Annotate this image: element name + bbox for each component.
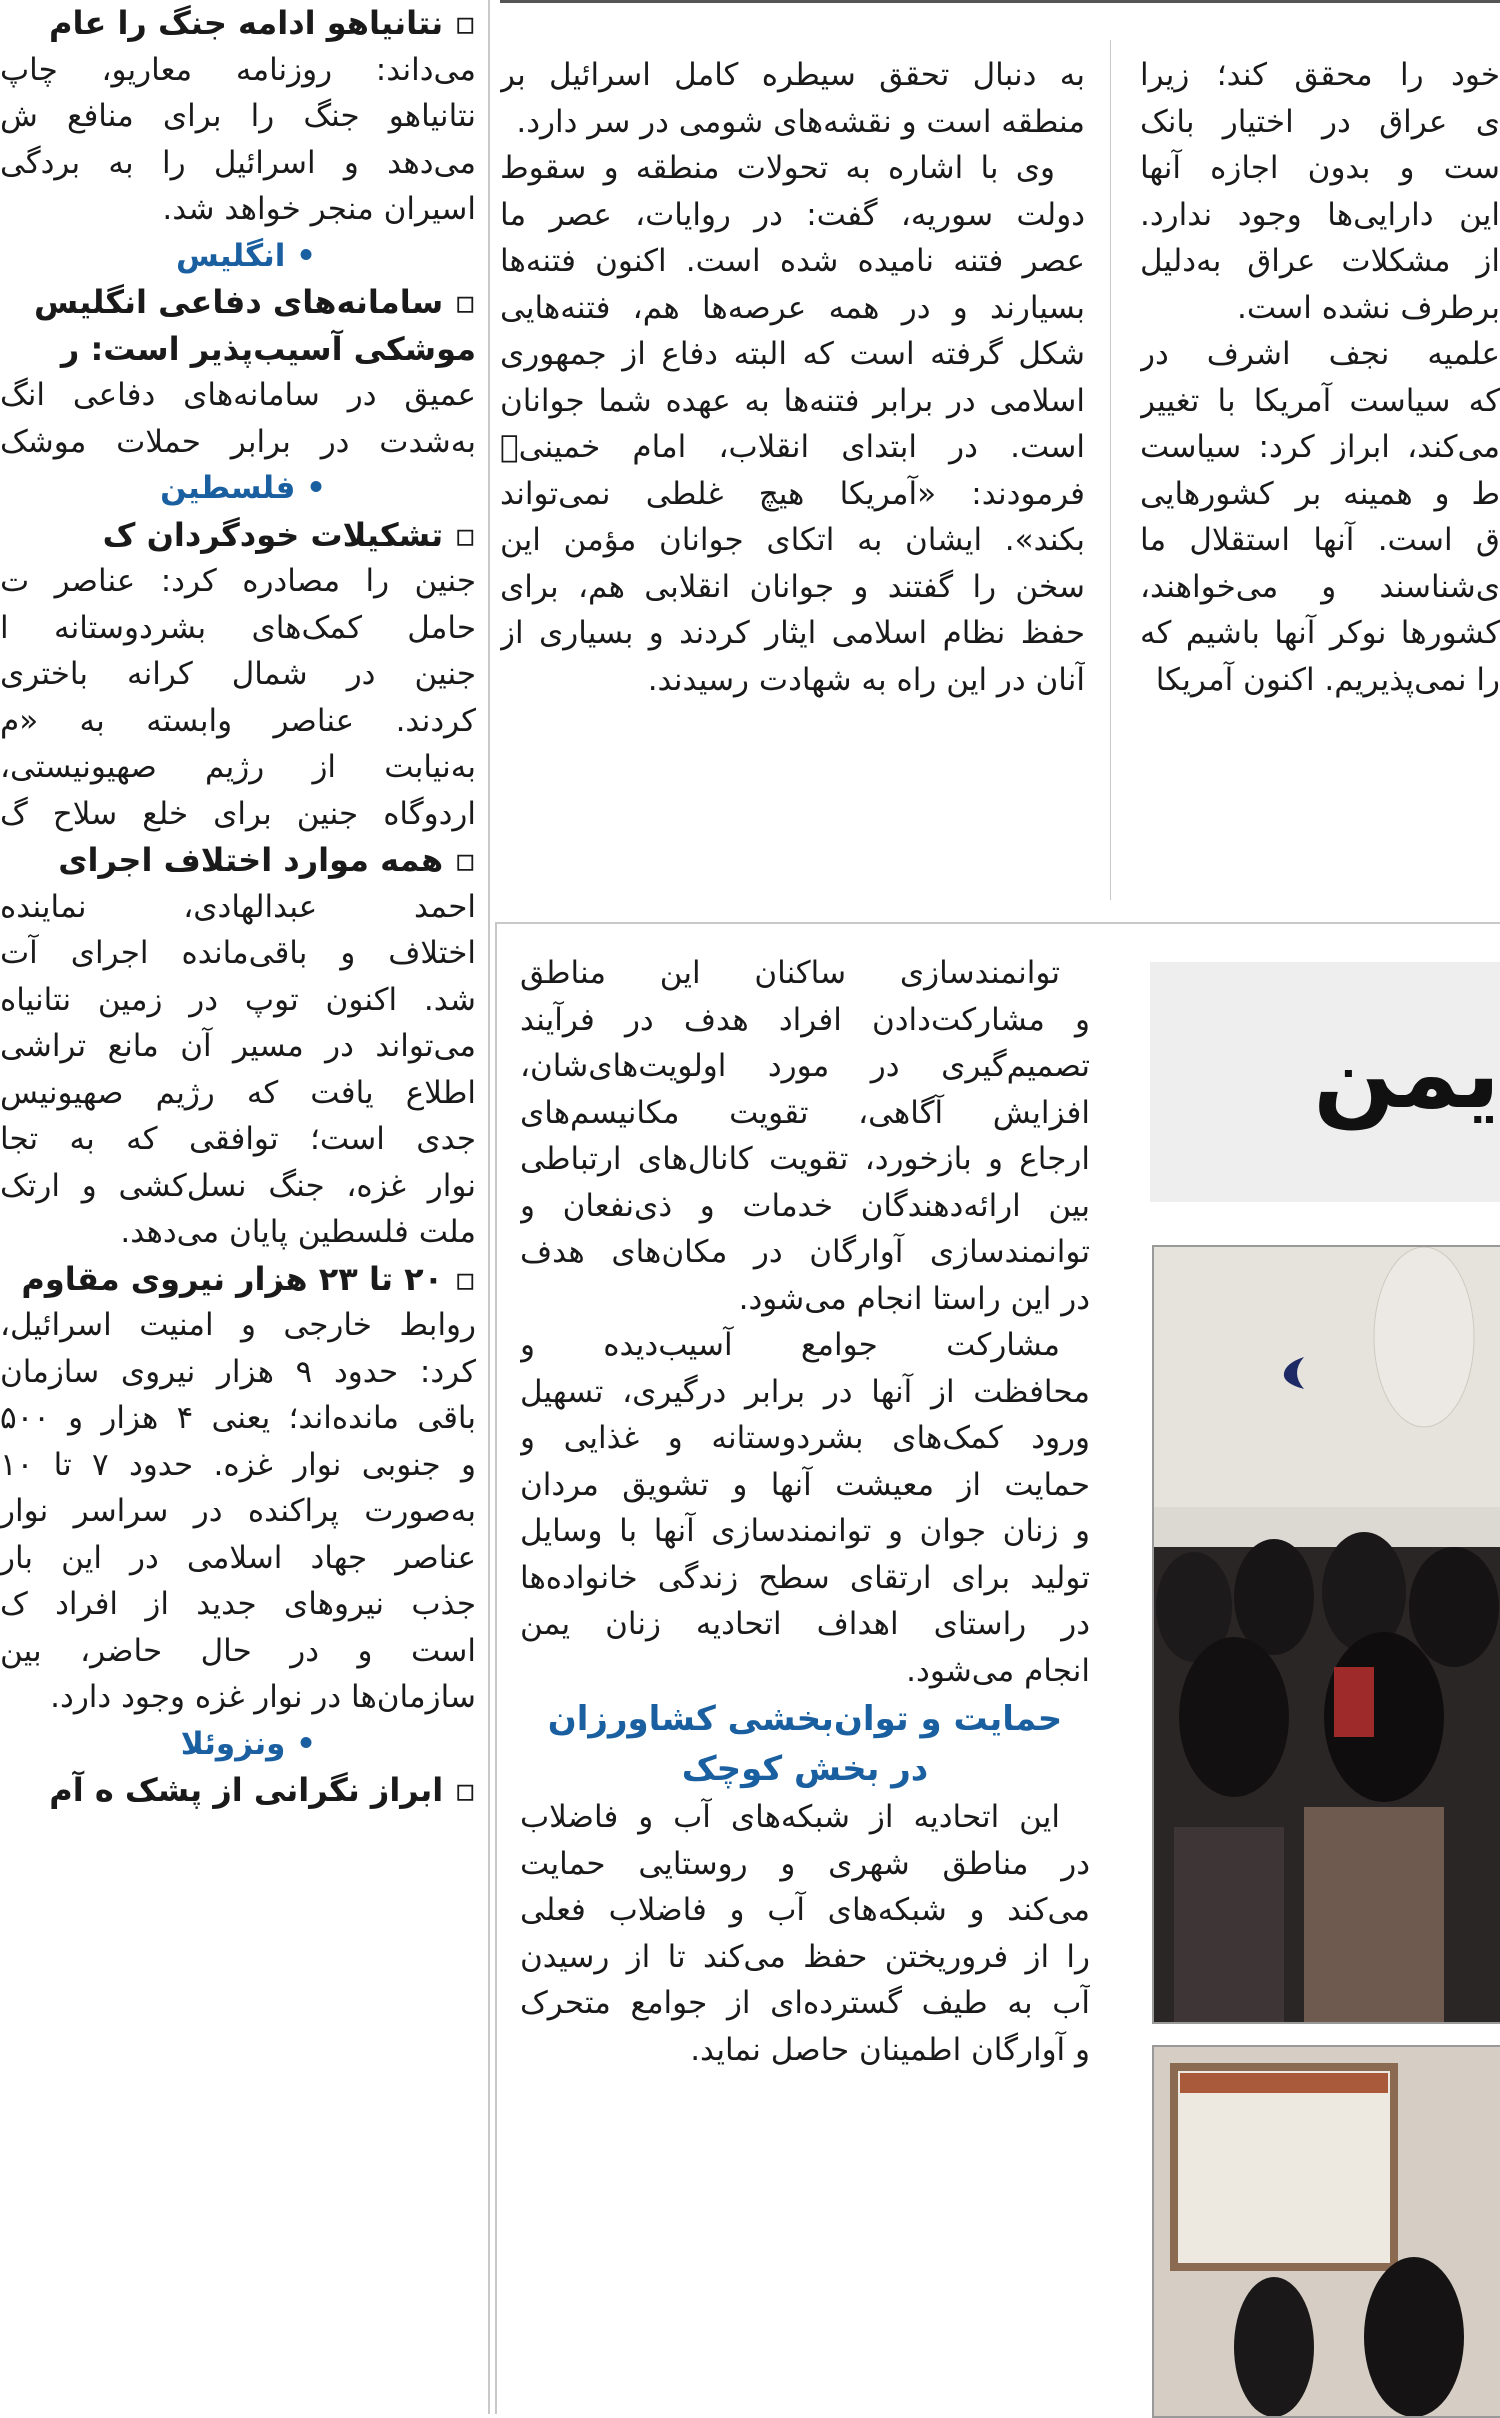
photo-illustration [1154,1247,1500,2022]
text-line: آنان در این راه به شهادت رسیدند. [647,661,1085,698]
text-line: به‌نیابت از رژیم صهیونیستی، [0,749,476,785]
text-line: اسیران منجر خواهد شد. [162,191,476,227]
left-news-column [0,0,476,2414]
text-line: موشکی آسیب‌پذیر است: ر [60,329,476,368]
text-line: حامل کمک‌های بشردوستانه ا [0,609,476,646]
text-line: در راستای اهداف اتحادیه زنان یمن [520,1606,1090,1642]
text-line: احمد عبدالهادی، نماینده [0,888,476,925]
text-line: در مناطق شهری و روستایی حمایت [520,1845,1090,1882]
text-line: باقی مانده‌اند؛ یعنی ۴ هزار و ۵۰۰ [0,1400,476,1436]
text-line: عناصر جهاد اسلامی در این بار [0,1539,476,1576]
article-frame-left [495,922,497,2414]
text-line: حفظ نظام اسلامی ایثار کردند و بسیاری از [500,615,1085,651]
text-line: از مشکلات عراق به‌دلیل [1140,243,1500,279]
text-line: سازمان‌ها در نوار غزه وجود دارد. [50,1679,476,1715]
text-line: سخن را گفتند و جوانان انقلابی هم، برای [500,568,1085,605]
text-line: ی عراق در اختیار بانک [1140,103,1500,140]
text-line: ملت فلسطین پایان می‌دهد. [120,1214,476,1250]
photo-illustration [1154,2047,1500,2416]
text-line: به‌شدت در برابر حملات موشک [0,423,476,460]
section-england: • انگلیس [175,237,316,274]
text-line: وی با اشاره به تحولات منطقه و سقوط [500,150,1055,186]
text-line: می‌کند و شبکه‌های آب و فاضلاب فعلی [520,1892,1090,1928]
top-border [500,0,1500,3]
section-palestine: • فلسطین [160,470,326,506]
yemen-second-photo [1152,2045,1500,2418]
text-line: عمیق در سامانه‌های دفاعی انگ [0,377,476,413]
text-line: توانمندسازی آوارگان در مکان‌های هدف [520,1234,1090,1270]
text-line: را از فروریختن حفظ می‌کند تا از رسیدن [520,1938,1090,1975]
text-line: و زنان جوان و توانمندسازی آنها با وسایل [520,1513,1090,1549]
column-divider [488,0,490,2414]
text-line: کشورها نوکر آنها باشیم که [1140,615,1500,651]
text-line: اختلاف و باقی‌مانده اجرای آت [0,935,476,971]
text-line: می‌داند: روزنامه معاریو، چاپ [0,51,476,88]
text-line: اطلاع یافت که رژیم صهیونیس [0,1074,476,1111]
text-line: جذب نیروهای جدید از افراد ک [0,1586,476,1622]
text-line: فرمودند: «آمریکا هیچ غلطی نمی‌تواند [500,475,1085,512]
text-line: و مشارکت‌دادن افراد هدف در فرآیند [520,1001,1090,1038]
article-title-box [1150,962,1500,1202]
text-line: است. در ابتدای انقلاب، امام خمینی﷫ [500,429,1085,465]
text-line: ی‌شناسند و می‌خواهند، [1140,568,1500,605]
text-line: این اتحادیه از شبکه‌های آب و فاضلاب [520,1799,1060,1835]
text-line: نتانیاهو جنگ را برای منافع ش [0,98,476,134]
headline-venezuela: ▫ ابراز نگرانی از پشک ه آم [49,1771,476,1809]
text-line: می‌کند، ابراز کرد: سیاست [1140,429,1500,465]
text-line: روابط خارجی و امنیت اسرائیل، [0,1307,476,1343]
headline-differences: ▫ همه موارد اختلاف اجرای [58,841,476,879]
headline-england: ▫ سامانه‌های دفاعی انگلیس [34,283,476,321]
text-line: جنین را مصادره کرد: عناصر ت [0,563,476,599]
text-line: توانمندسازی ساکنان این مناطق [520,955,1060,991]
subheading-farmers-2: در بخش کوچک [681,1749,929,1789]
text-line: جنین در شمال کرانه باختری [0,656,476,692]
text-line: نوار غزه، جنگ نسل‌کشی و ارتک [0,1167,476,1204]
headline-forces: ▫ ۲۰ تا ۲۳ هزار نیروی مقاوم [21,1259,476,1298]
text-line: به دنبال تحقق سیطره کامل اسرائیل بر [500,57,1085,93]
text-line: می‌دهد و اسرائیل را به بردگی [0,144,476,181]
article-frame-top [495,922,1500,924]
text-line: اسلامی در برابر فتنه‌ها به عهده شما جوانان [500,382,1085,419]
text-line: در این راستا انجام می‌شود. [738,1280,1090,1317]
middle-top-article [500,52,1085,892]
text-line: حمایت از معیشت آنها و تشویق مردان [520,1466,1090,1503]
text-line: انجام می‌شود. [906,1652,1090,1689]
text-line: تصمیم‌گیری در مورد اولویت‌های‌شان، [520,1048,1090,1084]
text-line: دولت سوریه، گفت: در روایات، عصر ما [500,196,1085,233]
text-line: بین ارائه‌دهندگان خدمات و ذی‌نفعان و [520,1187,1090,1224]
text-line: ط و همینه بر کشورهایی [1140,475,1500,512]
text-line: و آوارگان اطمینان حاصل نماید. [690,2031,1090,2068]
text-line: را نمی‌پذیریم. اکنون آمریکا [1155,661,1500,698]
subheading-farmers-1: حمایت و توان‌بخشی کشاورزان [547,1699,1063,1739]
text-line: این دارایی‌ها وجود ندارد. [1140,196,1500,233]
text-line: کرد: حدود ۹ هزار نیروی سازمان [0,1353,476,1390]
text-line: به‌صورت پراکنده در سراسر نوار [0,1493,476,1529]
headline-palestine: ▫ تشکیلات خودگردان ک [102,515,476,554]
column-divider [1110,40,1111,900]
text-line: ورود کمک‌های بشردوستانه و غذایی و [520,1420,1090,1456]
right-top-article [1140,52,1500,892]
text-line: بسیارند و در همه عرصه‌ها هم، فتنه‌هایی [500,289,1085,326]
text-line: و جنوبی نوار غزه. حدود ۷ تا ۱۰ [0,1446,476,1483]
text-line: خود را محقق کند؛ زیرا [1140,57,1500,93]
yemen-article-body [520,950,1090,2414]
text-line: بکند». ایشان به اتکای جوانان مؤمن این [500,522,1085,558]
text-line: ارجاع و بازخورد، تقویت کانال‌های ارتباطی [520,1141,1090,1177]
text-line: علمیه نجف اشرف در [1140,336,1500,372]
text-line: کردند. عناصر وابسته به «م [0,702,476,739]
text-line: شکل گرفته است که البته دفاع از جمهوری [500,336,1085,372]
text-line: اردوگاه جنین برای خلع سلاح گ [0,795,476,832]
text-line: برطرف نشده است. [1236,289,1500,326]
headline-netanyahu: ▫ نتانیاهو ادامه جنگ را عام [48,4,476,42]
text-line: ست و بدون اجازه آنها [1140,150,1500,186]
article-title: یمن [1313,1018,1500,1130]
text-line: افزایش آگاهی، تقویت مکانیسم‌های [520,1094,1090,1131]
text-line: جدی است؛ توافقی که به تجا [0,1121,476,1157]
text-line: ق است. آنها استقلال ما [1140,522,1500,558]
text-line: عصر فتنه نامیده شده است. اکنون فتنه‌ها [500,243,1085,279]
text-line: مشارکت جوامع آسیب‌دیده و [520,1327,1060,1363]
yemen-women-meeting-photo [1152,1245,1500,2024]
section-venezuela: • ونزوئلا [180,1725,316,1762]
text-line: می‌تواند در مسیر آن مانع تراشی [0,1028,476,1064]
text-line: تولید برای ارتقای سطح زندگی خانواده‌ها [520,1559,1090,1596]
text-line: است و در حال حاضر، بین [0,1632,476,1669]
text-line: شد. اکنون توپ در زمین نتانیاه [0,981,476,1018]
text-line: محافظت از آنها در برابر درگیری، تسهیل [520,1373,1090,1410]
text-line: آب به طیف گسترده‌ای از جوامع متحرک [520,1985,1090,2021]
text-line: که سیاست آمریکا با تغییر [1140,382,1500,419]
text-line: منطقه است و نقشه‌های شومی در سر دارد. [516,103,1085,140]
